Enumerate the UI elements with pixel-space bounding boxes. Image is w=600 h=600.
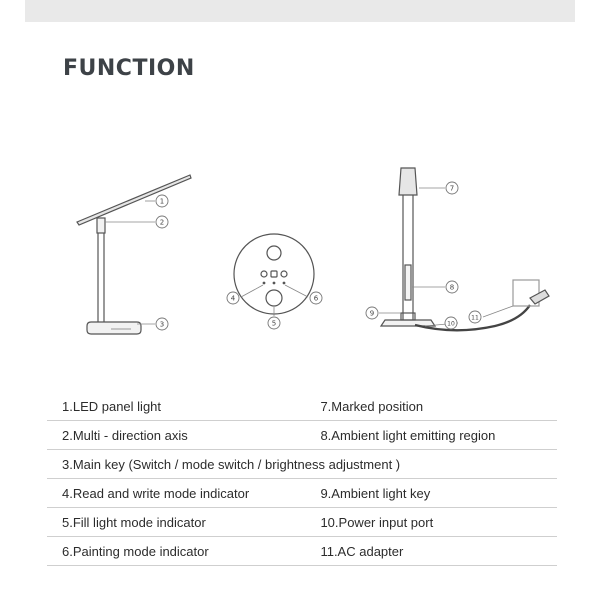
top-banner-bar bbox=[25, 0, 575, 22]
feature-2: 2.Multi - direction axis bbox=[62, 427, 188, 443]
feature-10: 10.Power input port bbox=[320, 514, 434, 530]
function-list-table bbox=[47, 392, 557, 566]
lamp-front-view bbox=[379, 168, 549, 330]
feature-5: 5.Fill light mode indicator bbox=[62, 514, 206, 530]
callout-11-label: 11 bbox=[471, 314, 479, 322]
callout-8-label: 8 bbox=[449, 283, 455, 292]
callout-9-label: 9 bbox=[369, 309, 375, 318]
feature-8: 8.Ambient light emitting region bbox=[320, 427, 496, 443]
feature-11: 11.AC adapter bbox=[320, 543, 404, 559]
feature-9: 9.Ambient light key bbox=[320, 485, 431, 501]
callout-4-label: 4 bbox=[230, 294, 236, 303]
feature-6: 6.Painting mode indicator bbox=[62, 543, 209, 559]
feature-1: 1.LED panel light bbox=[62, 398, 162, 414]
feature-7: 7.Marked position bbox=[320, 398, 424, 414]
lamp-side-view bbox=[77, 175, 191, 334]
feature-3: 3.Main key (Switch / mode switch / brightness adjustment ) bbox=[62, 456, 401, 472]
table-row bbox=[47, 537, 557, 566]
callout-2-label: 2 bbox=[159, 218, 165, 227]
callout-1-label: 1 bbox=[159, 197, 165, 206]
page-title: FUNCTION bbox=[63, 56, 195, 81]
callout-6-label: 6 bbox=[313, 294, 319, 303]
lamp-diagram-svg bbox=[25, 100, 575, 370]
table-row bbox=[47, 421, 557, 450]
table-row bbox=[47, 508, 557, 537]
callout-3-label: 3 bbox=[159, 320, 165, 329]
table-row bbox=[47, 392, 557, 421]
lamp-function-diagram bbox=[25, 100, 575, 370]
feature-4: 4.Read and write mode indicator bbox=[62, 485, 250, 501]
callout-10-label: 10 bbox=[447, 320, 455, 328]
table-row bbox=[47, 479, 557, 508]
callout-7-label: 7 bbox=[449, 184, 455, 193]
table-row bbox=[47, 450, 557, 479]
callout-5-label: 5 bbox=[271, 319, 277, 328]
lamp-base-top-view bbox=[234, 234, 314, 316]
